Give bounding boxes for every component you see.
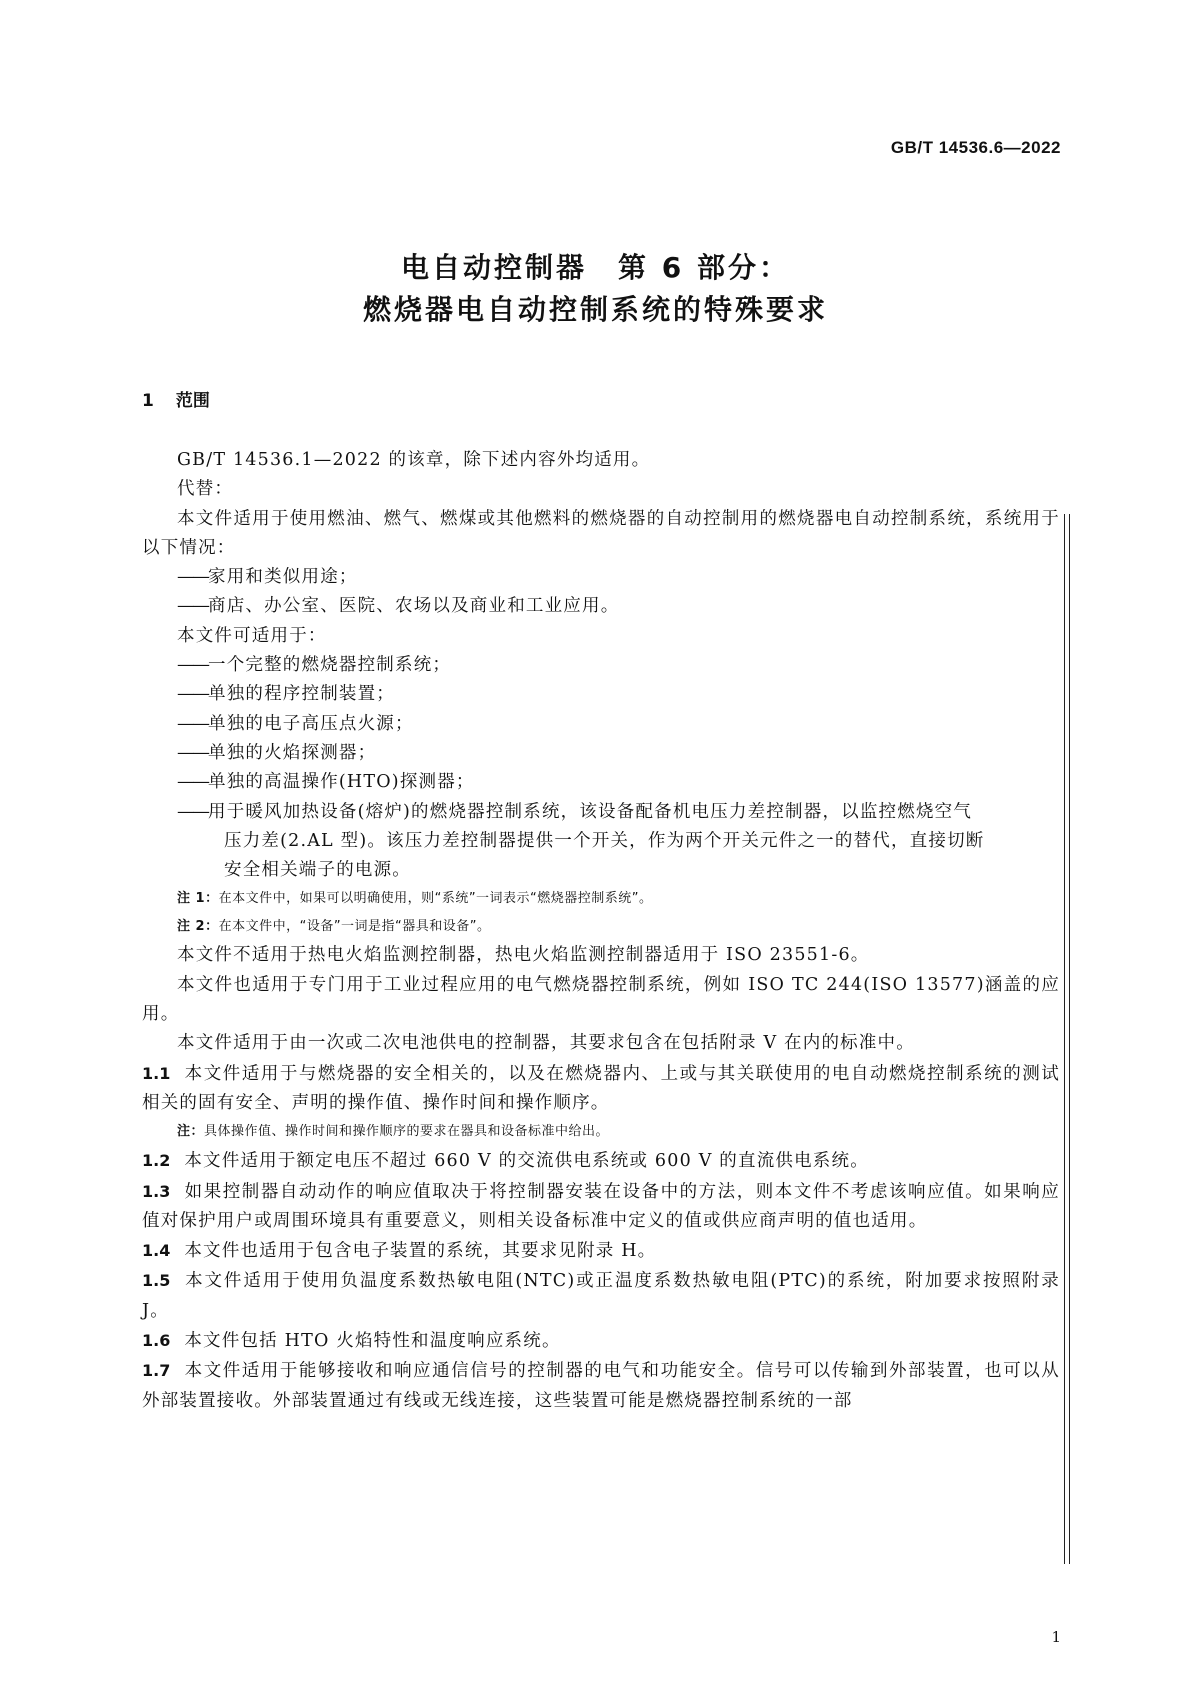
clause-number: 1.4 bbox=[142, 1241, 171, 1261]
note-text: 在本文件中，“设备”一词是指“器具和设备”。 bbox=[218, 919, 491, 935]
list-item bbox=[142, 651, 1060, 680]
section-title: 范围 bbox=[175, 391, 210, 411]
clause-text: 本文件包括 HTO 火焰特性和温度响应系统。 bbox=[184, 1331, 561, 1352]
list-item-text: 单独的程序控制装置； bbox=[208, 684, 395, 705]
clause-number: 1.1 bbox=[142, 1063, 171, 1083]
note-text: 在本文件中，如果可以明确使用，则“系统”一词表示“燃烧器控制系统”。 bbox=[218, 891, 653, 907]
list-item-text: 商店、办公室、医院、农场以及商业和工业应用。 bbox=[208, 596, 620, 617]
list-item-text: 家用和类似用途； bbox=[208, 567, 358, 588]
list-item-text: 单独的火焰探测器； bbox=[208, 742, 377, 763]
dash-mark: —— bbox=[177, 684, 208, 705]
paragraph-industrial: 本文件也适用于专门用于工业过程应用的电气燃烧器控制系统，例如 ISO TC 244(ISO 13577)涵盖的应用。 bbox=[142, 974, 1060, 1025]
list-item bbox=[142, 680, 1060, 709]
section-number: 1 bbox=[142, 391, 154, 411]
clause-1-7 bbox=[142, 1356, 1060, 1416]
clause-1-3 bbox=[142, 1177, 1060, 1237]
page-number: 1 bbox=[1051, 1628, 1061, 1646]
clause-number: 1.2 bbox=[142, 1151, 171, 1171]
dash-mark: —— bbox=[177, 772, 208, 793]
list-item bbox=[142, 768, 1060, 797]
clause-text: 本文件适用于使用负温度系数热敏电阻(NTC)或正温度系数热敏电阻(PTC)的系统，附加要求按照附录 J。 bbox=[142, 1271, 1060, 1321]
paragraph-battery: 本文件适用于由一次或二次电池供电的控制器，其要求包含在包括附录 V 在内的标准中。 bbox=[177, 1033, 915, 1054]
list-item-continuation: 安全相关端子的电源。 bbox=[224, 860, 411, 881]
clause-text: 本文件适用于能够接收和响应通信信号的控制器的电气和功能安全。信号可以传输到外部装置，也可以从外部装置接收。外部装置通过有线或无线连接，这些装置可能是燃烧器控制系统的一部 bbox=[142, 1361, 1060, 1411]
note-label: 注 2： bbox=[177, 919, 219, 935]
list-item bbox=[142, 563, 1060, 592]
clause-text: 本文件适用于额定电压不超过 660 V 的交流供电系统或 600 V 的直流供电系统。 bbox=[184, 1151, 869, 1172]
document-title-line-1: 电自动控制器 第 6 部分： bbox=[401, 251, 790, 284]
list-item bbox=[142, 739, 1060, 768]
paragraph-replace: 代替： bbox=[177, 479, 234, 500]
clause-1-6 bbox=[142, 1326, 1060, 1356]
clause-text: 本文件适用于与燃烧器的安全相关的，以及在燃烧器内、上或与其关联使用的电自动燃烧控制系统的测试相关的固有安全、声明的操作值、操作时间和操作顺序。 bbox=[142, 1063, 1060, 1113]
clause-1-4 bbox=[142, 1236, 1060, 1266]
clause-number: 1.3 bbox=[142, 1181, 171, 1201]
section-heading bbox=[142, 386, 210, 411]
clause-text: 本文件也适用于包含电子装置的系统，其要求见附录 H。 bbox=[184, 1241, 657, 1262]
list-item-text: 单独的电子高压点火源； bbox=[208, 713, 414, 734]
list-item bbox=[142, 710, 1060, 739]
note-1 bbox=[142, 885, 1060, 913]
list-item-text: 一个完整的燃烧器控制系统； bbox=[208, 655, 452, 676]
clause-number: 1.7 bbox=[142, 1361, 171, 1381]
clause-text: 如果控制器自动动作的响应值取决于将控制器安装在设备中的方法，则本文件不考虑该响应值。如果响应值对保护用户或周围环境具有重要意义，则相关设备标准中定义的值或供应商声明的值也适用。 bbox=[142, 1181, 1060, 1231]
note-label: 注 1： bbox=[177, 891, 219, 907]
document-title-line-2: 燃烧器电自动控制系统的特殊要求 bbox=[362, 293, 828, 326]
paragraph-intro: GB/T 14536.1—2022 的该章，除下述内容外均适用。 bbox=[177, 450, 651, 470]
list-item-continuation: 压力差(2.AL 型)。该压力差控制器提供一个开关，作为两个开关元件之一的替代，直接切断 bbox=[224, 830, 985, 851]
list-item bbox=[142, 592, 1060, 621]
paragraph-not-applicable: 本文件不适用于热电火焰监测控制器，热电火焰监测控制器适用于 ISO 23551-6。 bbox=[177, 945, 870, 966]
paragraph-applicable: 本文件可适用于： bbox=[177, 625, 327, 646]
dash-mark: —— bbox=[177, 742, 208, 763]
standard-code: GB/T 14536.6—2022 bbox=[890, 138, 1061, 157]
note-text: 具体操作值、操作时间和操作顺序的要求在器具和设备标准中给出。 bbox=[204, 1124, 610, 1140]
change-bar bbox=[1064, 514, 1070, 1564]
paragraph-scope: 本文件适用于使用燃油、燃气、燃煤或其他燃料的燃烧器的自动控制用的燃烧器电自动控制系统，系统用于以下情况： bbox=[142, 508, 1060, 558]
dash-mark: —— bbox=[177, 567, 208, 588]
document-body bbox=[142, 446, 1060, 1416]
clause-number: 1.5 bbox=[142, 1271, 171, 1291]
note-label: 注： bbox=[177, 1124, 205, 1140]
list-item-text: 单独的高温操作(HTO)探测器； bbox=[208, 772, 475, 793]
clause-1-2 bbox=[142, 1146, 1060, 1176]
note-3 bbox=[142, 1118, 1060, 1146]
clause-1-1 bbox=[142, 1059, 1060, 1119]
dash-mark: —— bbox=[177, 713, 208, 734]
list-item bbox=[142, 798, 1060, 827]
dash-mark: —— bbox=[177, 596, 208, 617]
dash-mark: —— bbox=[177, 655, 208, 676]
note-2 bbox=[142, 913, 1060, 941]
list-item-text: 用于暖风加热设备(熔炉)的燃烧器控制系统，该设备配备机电压力差控制器，以监控燃烧空气 bbox=[208, 801, 973, 822]
dash-mark: —— bbox=[177, 801, 208, 822]
clause-1-5 bbox=[142, 1266, 1060, 1326]
clause-number: 1.6 bbox=[142, 1331, 171, 1351]
